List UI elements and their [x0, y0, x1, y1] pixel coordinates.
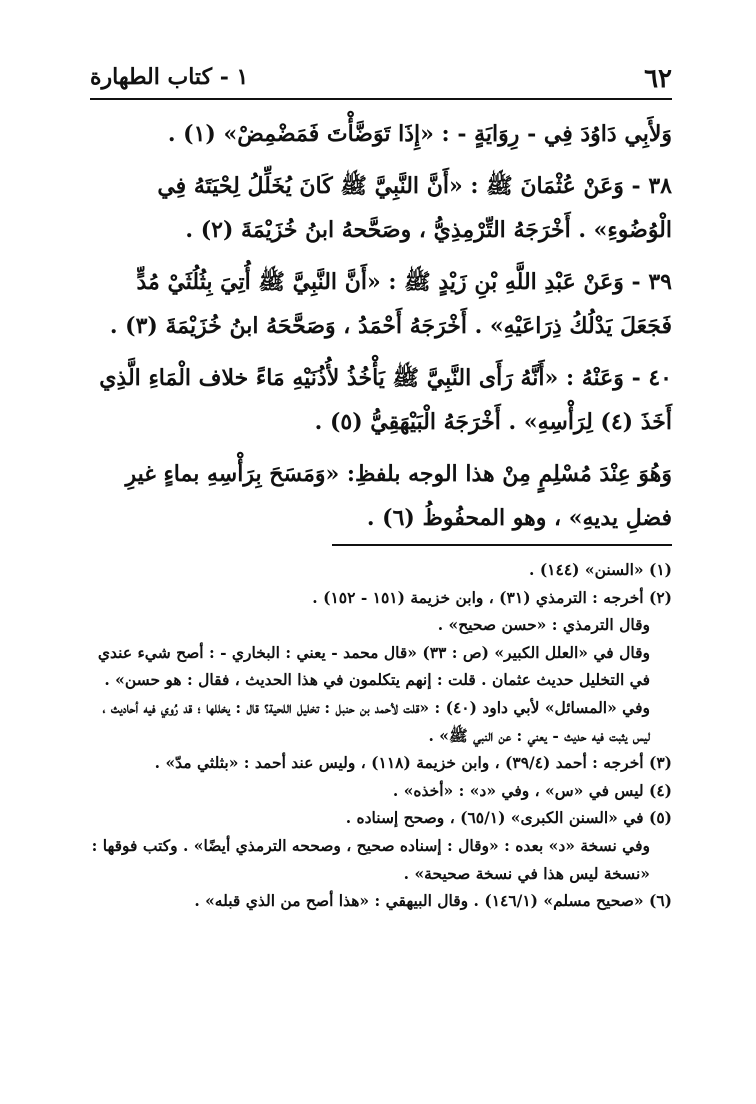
footnote-6: (٦) «صحيح مسلم» (١٤٦/١) . وقال البيهقي : «هذا أصح من الذي قبله» .: [194, 891, 672, 911]
footnote-5: (٥) في «السنن الكبرى» (٦٥/١) ، وصحح إسناده .: [345, 808, 672, 828]
chapter-title: ١ - كتاب الطهارة: [90, 64, 249, 90]
footnote-3: (٣) أخرجه : أحمد (٣٩/٤) ، وابن خزيمة (١١٨) ، وليس عند أحمد : «بثلثي مدّ» .: [154, 753, 672, 773]
footnotes: [86, 556, 672, 915]
footnote-2: (٢) أخرجه : الترمذي (٣١) ، وابن خزيمة (١٥١ - ١٥٢) .: [312, 587, 672, 607]
footnote-5-note: وفي نسخة «د» بعده : «وقال : إسناده صحيح ، وصححه الترمذي أيضًا» . وكتب فوقها : «نسخة ليس هذا في نسخة صحيحة» .: [91, 835, 650, 883]
hadith-40: ٤٠ - وَعَنْهُ : «أَنَّهُ رَأَى النَّبِيَّ ﷺ يَأْخُذُ لأُذُنَيْهِ مَاءً خلاف الْمَاءِ الَّذِي أَخَذَ (٤) لِرَأْسِهِ» . أَخْرَجَهُ الْبَيْهَقِيُّ (٥) .: [99, 365, 672, 435]
footnote-1: (١) «السنن» (١٤٤) .: [529, 560, 672, 579]
footnote-2-ilal: وقال في «العلل الكبير» (ص : ٣٣) «قال محمد - يعني : البخاري - : أصح شيء عندي في التخليل حديث عثمان . قلت : إنهم يتكلمون في هذا الحديث ، فقال : هو حسن» .: [97, 642, 650, 690]
page-header: [90, 54, 672, 100]
footnote-separator: [332, 544, 672, 546]
main-text: [86, 112, 672, 540]
hadith-39: ٣٩ - وَعَنْ عَبْدِ اللَّهِ بْنِ زَيْدٍ ﷺ : «أَنَّ النَّبِيَّ ﷺ أُتِيَ بِثُلُثَيْ مُدٍّ فَجَعَلَ يَدْلُكُ ذِرَاعَيْهِ» . أَخْرَجَهُ أَحْمَدُ ، وَصَحَّحَهُ ابنُ خُزَيْمَةَ (٣) .: [109, 269, 672, 339]
page-number: ٦٢: [644, 64, 672, 94]
footnote-2-masail: وفي «المسائل» لأبي داود (٤٠) : «قلت لأحمد بن حنبل : تخليل اللحية؟ قال : يخللها ؛ قد رُوي فيه أحاديث ، ليس يثبت فيه حديث - يعني : عن النبي ﷺ» .: [102, 697, 650, 745]
hadith-38: ٣٨ - وَعَنْ عُثْمَانَ ﷺ : «أَنَّ النَّبِيَّ ﷺ كَانَ يُخَلِّلُ لِحْيَتَهُ فِي الْوُضُوءِ» . أَخْرَجَهُ التِّرْمِذِيُّ ، وصَحَّحهُ ابنُ خُزَيْمَةَ (٢) .: [157, 173, 672, 243]
paragraph-muslim: وَهُوَ عِنْدَ مُسْلِمٍ مِنْ هذا الوجه بلفظِ: «وَمَسَحَ بِرَأْسِهِ بماءٍ غيرِ فضلِ يديهِ» ، وهو المحفُوظُ (٦) .: [125, 461, 672, 531]
paragraph-abu-dawud: وَلأَبِي دَاوُدَ فِي - رِوَايَةٍ - : «إِذَا تَوَضَّأْتَ فَمَضْمِضْ» (١) .: [167, 121, 672, 147]
footnote-2-tirmidhi: وقال الترمذي : «حسن صحيح» .: [437, 615, 650, 635]
footnote-4: (٤) ليس في «س» ، وفي «د» : «أخذه» .: [392, 780, 672, 800]
